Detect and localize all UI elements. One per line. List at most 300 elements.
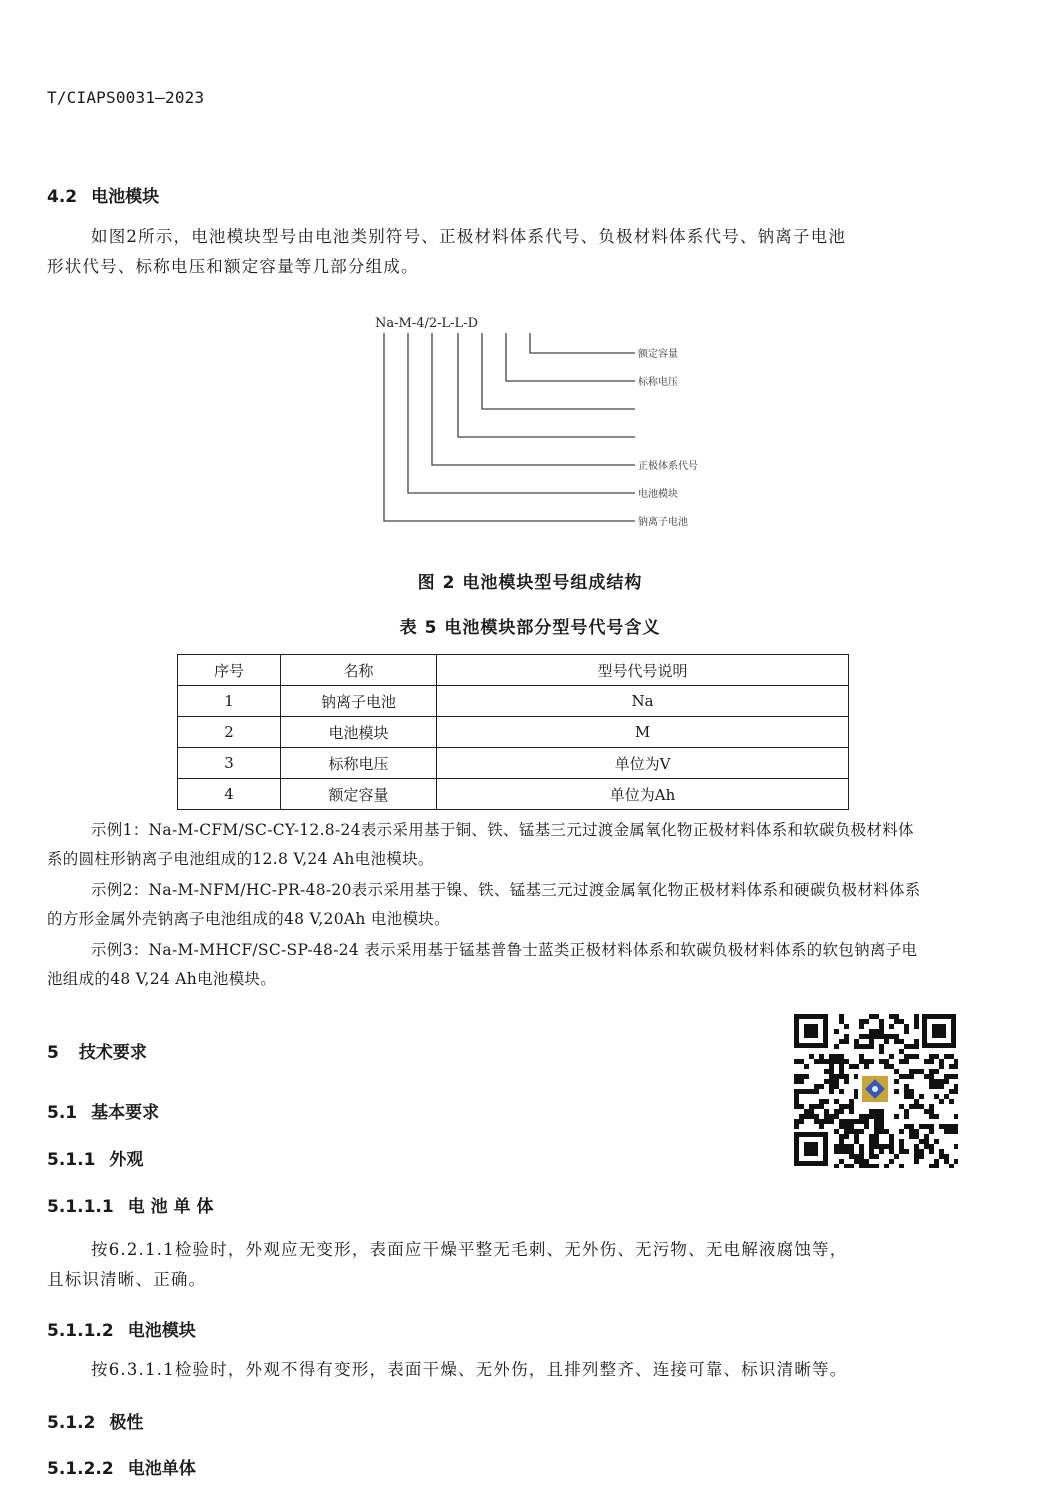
qr-module (814, 1104, 819, 1109)
qr-module (879, 1024, 884, 1029)
qr-module (824, 1114, 829, 1119)
qr-module (929, 1144, 934, 1149)
qr-module (849, 1149, 854, 1154)
qr-module (899, 1019, 904, 1024)
qr-module (904, 1149, 909, 1154)
paragraph-line: 按6.2.1.1检验时，外观应无变形，表面应干燥平整无毛刺、无外伤、无污物、无电解液腐蚀等， (91, 1240, 848, 1259)
qr-module (869, 1109, 874, 1114)
qr-module (814, 1089, 819, 1094)
qr-module (914, 1129, 919, 1134)
qr-module (919, 1094, 924, 1099)
section-5-1-2-2-heading (47, 1454, 196, 1479)
qr-module (934, 1139, 939, 1144)
qr-module (819, 1104, 824, 1109)
qr-module (889, 1159, 894, 1164)
example-2-line: 示例2：Na-M-NFM/HC-PR-48-20表示采用基于镍、铁、锰基三元过渡金属氧化物正极材料体系和硬碳负极材料体系 (91, 881, 921, 899)
qr-module (904, 1059, 909, 1064)
qr-module (874, 1034, 879, 1039)
qr-module (954, 1114, 958, 1119)
qr-module (894, 1114, 899, 1119)
qr-module (794, 1104, 799, 1109)
qr-module (889, 1139, 894, 1144)
qr-module (819, 1119, 824, 1124)
qr-module (894, 1089, 899, 1094)
qr-module (909, 1089, 914, 1094)
qr-module (884, 1039, 889, 1044)
qr-module (864, 1064, 869, 1069)
qr-module (894, 1034, 899, 1039)
qr-module (899, 1164, 904, 1168)
qr-module (914, 1104, 919, 1109)
qr-module (949, 1099, 954, 1104)
qr-module (899, 1104, 904, 1109)
qr-module (894, 1154, 899, 1159)
section-number: 5.1.2 (47, 1413, 96, 1433)
table-cell: 4 (178, 779, 281, 810)
qr-module (809, 1054, 814, 1059)
qr-module (929, 1074, 934, 1079)
qr-module (819, 1054, 824, 1059)
label-rated-capacity: 额定容量 (638, 349, 678, 360)
qr-module (839, 1019, 844, 1024)
qr-module (849, 1109, 854, 1114)
qr-module (899, 1139, 904, 1144)
qr-module (874, 1029, 879, 1034)
header-cell: 名称 (281, 655, 437, 686)
table-cell: 额定容量 (281, 779, 437, 810)
qr-module (804, 1114, 809, 1119)
qr-module (929, 1059, 934, 1064)
label-cathode-system: 正极体系代号 (638, 461, 698, 472)
qr-module (849, 1164, 854, 1168)
qr-module (844, 1129, 849, 1134)
connector-line (458, 333, 635, 437)
qr-module (849, 1129, 854, 1134)
qr-module (849, 1144, 854, 1149)
table-header-row (178, 655, 849, 686)
qr-module (854, 1039, 859, 1044)
table-5-caption: 表 5 电池模块部分型号代号含义 (399, 618, 661, 638)
qr-module (854, 1134, 859, 1139)
finder-pattern (922, 1014, 956, 1048)
qr-module (909, 1044, 914, 1049)
document-code: T/CIAPS0031—2023 (47, 88, 205, 107)
table-cell: 2 (178, 717, 281, 748)
qr-module (899, 1149, 904, 1154)
qr-module (804, 1089, 809, 1094)
qr-module (829, 1064, 834, 1069)
section-number: 4.2 (47, 187, 78, 207)
model-structure-diagram (370, 305, 730, 540)
qr-module (804, 1064, 809, 1069)
qr-module (859, 1044, 864, 1049)
qr-module (864, 1059, 869, 1064)
example-3-line: 池组成的48 V,24 Ah电池模块。 (47, 970, 277, 988)
qr-module (884, 1059, 889, 1064)
qr-module (829, 1054, 834, 1059)
qr-module (839, 1139, 844, 1144)
section-4-2-paragraph (47, 222, 987, 282)
qr-module (859, 1114, 864, 1119)
example-2-line: 的方形金属外壳钠离子电池组成的48 V,20Ah 电池模块。 (47, 910, 450, 928)
qr-module (904, 1114, 909, 1119)
qr-module (834, 1164, 839, 1168)
qr-module (929, 1104, 934, 1109)
qr-module (839, 1074, 844, 1079)
qr-module (954, 1159, 958, 1164)
qr-module (879, 1029, 884, 1034)
qr-module (944, 1159, 949, 1164)
qr-module (814, 1114, 819, 1119)
qr-module (929, 1164, 934, 1168)
qr-module (844, 1149, 849, 1154)
header-cell: 序号 (178, 655, 281, 686)
qr-module (909, 1124, 914, 1129)
qr-module (949, 1164, 954, 1168)
header-cell: 型号代号说明 (437, 655, 849, 686)
qr-module (849, 1119, 854, 1124)
qr-module (794, 1079, 799, 1084)
qr-module (869, 1139, 874, 1144)
qr-module (874, 1119, 879, 1124)
qr-module (899, 1074, 904, 1079)
qr-module (839, 1119, 844, 1124)
qr-module (794, 1099, 799, 1104)
section-5-1-1-heading (47, 1145, 143, 1170)
qr-module (829, 1084, 834, 1089)
connector-line (408, 333, 635, 493)
qr-module (929, 1084, 934, 1089)
qr-module (914, 1044, 919, 1049)
qr-module (859, 1159, 864, 1164)
qr-module (869, 1154, 874, 1159)
qr-module (809, 1109, 814, 1114)
qr-module (824, 1109, 829, 1114)
qr-module (869, 1144, 874, 1149)
qr-module (879, 1114, 884, 1119)
qr-module (899, 1059, 904, 1064)
qr-module (904, 1124, 909, 1129)
qr-module (874, 1124, 879, 1129)
qr-module (879, 1019, 884, 1024)
qr-module (869, 1039, 874, 1044)
qr-module (919, 1149, 924, 1154)
section-title: 电池模块 (127, 1321, 196, 1341)
qr-module (954, 1144, 958, 1149)
qr-module (839, 1069, 844, 1074)
qr-module (844, 1144, 849, 1149)
qr-module (839, 1149, 844, 1154)
qr-module (844, 1034, 849, 1039)
qr-module (859, 1019, 864, 1024)
qr-module (859, 1024, 864, 1029)
qr-module (914, 1024, 919, 1029)
qr-module (854, 1064, 859, 1069)
qr-module (819, 1059, 824, 1064)
qr-module (874, 1164, 879, 1168)
qr-module (944, 1074, 949, 1079)
section-title: 极性 (109, 1413, 144, 1433)
section-4-2-heading (47, 182, 159, 207)
table-cell: 标称电压 (281, 748, 437, 779)
qr-module (924, 1109, 929, 1114)
qr-module (874, 1144, 879, 1149)
qr-module (859, 1164, 864, 1168)
section-5-1-1-2-heading (47, 1316, 196, 1341)
qr-module (919, 1124, 924, 1129)
qr-module (914, 1149, 919, 1154)
qr-module (854, 1139, 859, 1144)
connector-line (530, 333, 635, 353)
qr-module (849, 1154, 854, 1159)
qr-module (899, 1049, 904, 1054)
qr-module (954, 1059, 958, 1064)
connector-line (482, 333, 635, 409)
qr-module (859, 1034, 864, 1039)
qr-module (849, 1099, 854, 1104)
paragraph-line: 如图2所示，电池模块型号由电池类别符号、正极材料体系代号、负极材料体系代号、钠离子电池 (91, 227, 847, 246)
diagram-lines (384, 333, 635, 521)
qr-module (914, 1144, 919, 1149)
qr-module (904, 1074, 909, 1079)
qr-module (829, 1059, 834, 1064)
diagram-svg (370, 305, 730, 540)
qr-module (879, 1059, 884, 1064)
qr-module (904, 1084, 909, 1089)
qr-module (889, 1064, 894, 1069)
qr-module (849, 1064, 854, 1069)
table-cell: Na (437, 686, 849, 717)
qr-module (879, 1109, 884, 1114)
qr-module (879, 1119, 884, 1124)
qr-module (904, 1109, 909, 1114)
qr-module (844, 1059, 849, 1064)
section-number: 5.1.1.2 (47, 1321, 114, 1341)
section-title: 电池单体 (127, 1459, 196, 1479)
qr-module (794, 1059, 799, 1064)
qr-module (834, 1114, 839, 1119)
qr-module (864, 1114, 869, 1119)
qr-module (909, 1069, 914, 1074)
qr-module (944, 1094, 949, 1099)
qr-module (954, 1084, 958, 1089)
qr-module (839, 1124, 844, 1129)
qr-module (934, 1069, 939, 1074)
qr-module (939, 1079, 944, 1084)
qr-module (949, 1089, 954, 1094)
qr-module (954, 1124, 958, 1129)
section-5-1-1-1-heading (47, 1192, 213, 1217)
qr-module (884, 1129, 889, 1134)
qr-module (934, 1079, 939, 1084)
qr-code-graphic (792, 1012, 958, 1168)
qr-module (794, 1094, 799, 1099)
qr-module (894, 1014, 899, 1019)
qr-module (944, 1079, 949, 1084)
qr-module (934, 1084, 939, 1089)
qr-module (814, 1059, 819, 1064)
qr-module (954, 1089, 958, 1094)
qr-center-logo (858, 1072, 892, 1106)
qr-module (854, 1129, 859, 1134)
qr-module (864, 1159, 869, 1164)
qr-module (799, 1089, 804, 1094)
qr-module (944, 1124, 949, 1129)
qr-module (839, 1054, 844, 1059)
qr-module (904, 1029, 909, 1034)
section-number: 5 (47, 1043, 59, 1063)
table-cell: 1 (178, 686, 281, 717)
paragraph-line: 形状代号、标称电压和额定容量等几部分组成。 (47, 257, 419, 276)
qr-module (824, 1059, 829, 1064)
qr-module (884, 1064, 889, 1069)
qr-module (829, 1079, 834, 1084)
qr-module (839, 1089, 844, 1094)
qr-module (909, 1054, 914, 1059)
examples-block (47, 816, 1007, 994)
qr-module (879, 1049, 884, 1054)
qr-module (939, 1059, 944, 1064)
qr-module (869, 1149, 874, 1154)
qr-module (874, 1014, 879, 1019)
qr-module (909, 1134, 914, 1139)
qr-module (944, 1129, 949, 1134)
qr-module (904, 1054, 909, 1059)
section-title: 技术要求 (78, 1043, 147, 1063)
qr-module (859, 1054, 864, 1059)
qr-module (829, 1119, 834, 1124)
qr-module (814, 1084, 819, 1089)
qr-module (904, 1024, 909, 1029)
qr-module (899, 1144, 904, 1149)
qr-module (949, 1129, 954, 1134)
qr-module (904, 1089, 909, 1094)
qr-module (894, 1019, 899, 1024)
qr-code-icon[interactable] (792, 1012, 958, 1168)
qr-module (834, 1029, 839, 1034)
qr-module (929, 1114, 934, 1119)
qr-module (864, 1034, 869, 1039)
qr-module (824, 1099, 829, 1104)
qr-module (834, 1129, 839, 1134)
example-1-line: 示例1：Na-M-CFM/SC-CY-12.8-24表示采用基于铜、铁、锰基三元过渡金属氧化物正极材料体系和软碳负极材料体 (91, 821, 914, 839)
qr-module (839, 1104, 844, 1109)
qr-module (929, 1079, 934, 1084)
qr-module (899, 1129, 904, 1134)
qr-module (859, 1144, 864, 1149)
table-cell: 单位为Ah (437, 779, 849, 810)
qr-module (844, 1134, 849, 1139)
qr-module (799, 1104, 804, 1109)
qr-module (799, 1079, 804, 1084)
qr-module (889, 1034, 894, 1039)
qr-module (839, 1109, 844, 1114)
qr-module (934, 1094, 939, 1099)
qr-module (819, 1084, 824, 1089)
label-nominal-voltage: 标称电压 (638, 377, 678, 388)
qr-module (849, 1104, 854, 1109)
qr-module (914, 1019, 919, 1024)
qr-module (934, 1164, 939, 1168)
qr-module (929, 1069, 934, 1074)
qr-module (879, 1129, 884, 1134)
table-5 (177, 654, 849, 810)
qr-module (944, 1054, 949, 1059)
qr-module (929, 1124, 934, 1129)
qr-module (889, 1054, 894, 1059)
qr-module (839, 1064, 844, 1069)
qr-module (844, 1024, 849, 1029)
qr-module (864, 1164, 869, 1168)
qr-module (874, 1129, 879, 1134)
qr-module (879, 1144, 884, 1149)
example-3-line: 示例3：Na-M-MHCF/SC-SP-48-24 表示采用基于锰基普鲁士蓝类正极材料体系和软碳负极材料体系的软包钠离子电 (91, 941, 918, 959)
qr-module (929, 1054, 934, 1059)
qr-module (794, 1119, 799, 1124)
qr-module (889, 1014, 894, 1019)
qr-module (814, 1119, 819, 1124)
qr-module (924, 1074, 929, 1079)
qr-module (899, 1039, 904, 1044)
qr-module (839, 1144, 844, 1149)
qr-module (939, 1084, 944, 1089)
qr-module (929, 1129, 934, 1134)
qr-module (914, 1054, 919, 1059)
section-number: 5.1.1.1 (47, 1197, 114, 1217)
qr-module (834, 1059, 839, 1064)
qr-module (869, 1014, 874, 1019)
qr-module (834, 1084, 839, 1089)
qr-module (799, 1114, 804, 1119)
qr-module (844, 1079, 849, 1084)
qr-module (939, 1124, 944, 1129)
qr-module (844, 1074, 849, 1079)
qr-module (869, 1164, 874, 1168)
qr-module (924, 1124, 929, 1129)
qr-module (834, 1144, 839, 1149)
qr-module (824, 1079, 829, 1084)
qr-module (884, 1034, 889, 1039)
qr-module (834, 1109, 839, 1114)
qr-module (809, 1104, 814, 1109)
qr-module (919, 1154, 924, 1159)
qr-module (919, 1069, 924, 1074)
qr-module (819, 1124, 824, 1129)
paragraph-line: 且标识清晰、正确。 (47, 1270, 207, 1289)
qr-module (914, 1039, 919, 1044)
qr-module (874, 1154, 879, 1159)
qr-module (914, 1014, 919, 1019)
qr-module (919, 1139, 924, 1144)
qr-module (914, 1069, 919, 1074)
qr-module (809, 1089, 814, 1094)
qr-module (819, 1099, 824, 1104)
qr-module (894, 1039, 899, 1044)
qr-module (934, 1159, 939, 1164)
qr-module (939, 1149, 944, 1154)
qr-module (839, 1134, 844, 1139)
table-row (178, 748, 849, 779)
qr-module (949, 1064, 954, 1069)
qr-module (844, 1119, 849, 1124)
qr-module (889, 1149, 894, 1154)
qr-module (834, 1044, 839, 1049)
qr-module (854, 1119, 859, 1124)
qr-module (919, 1104, 924, 1109)
qr-module (924, 1059, 929, 1064)
section-5-1-2-heading (47, 1408, 143, 1433)
qr-module (954, 1064, 958, 1069)
